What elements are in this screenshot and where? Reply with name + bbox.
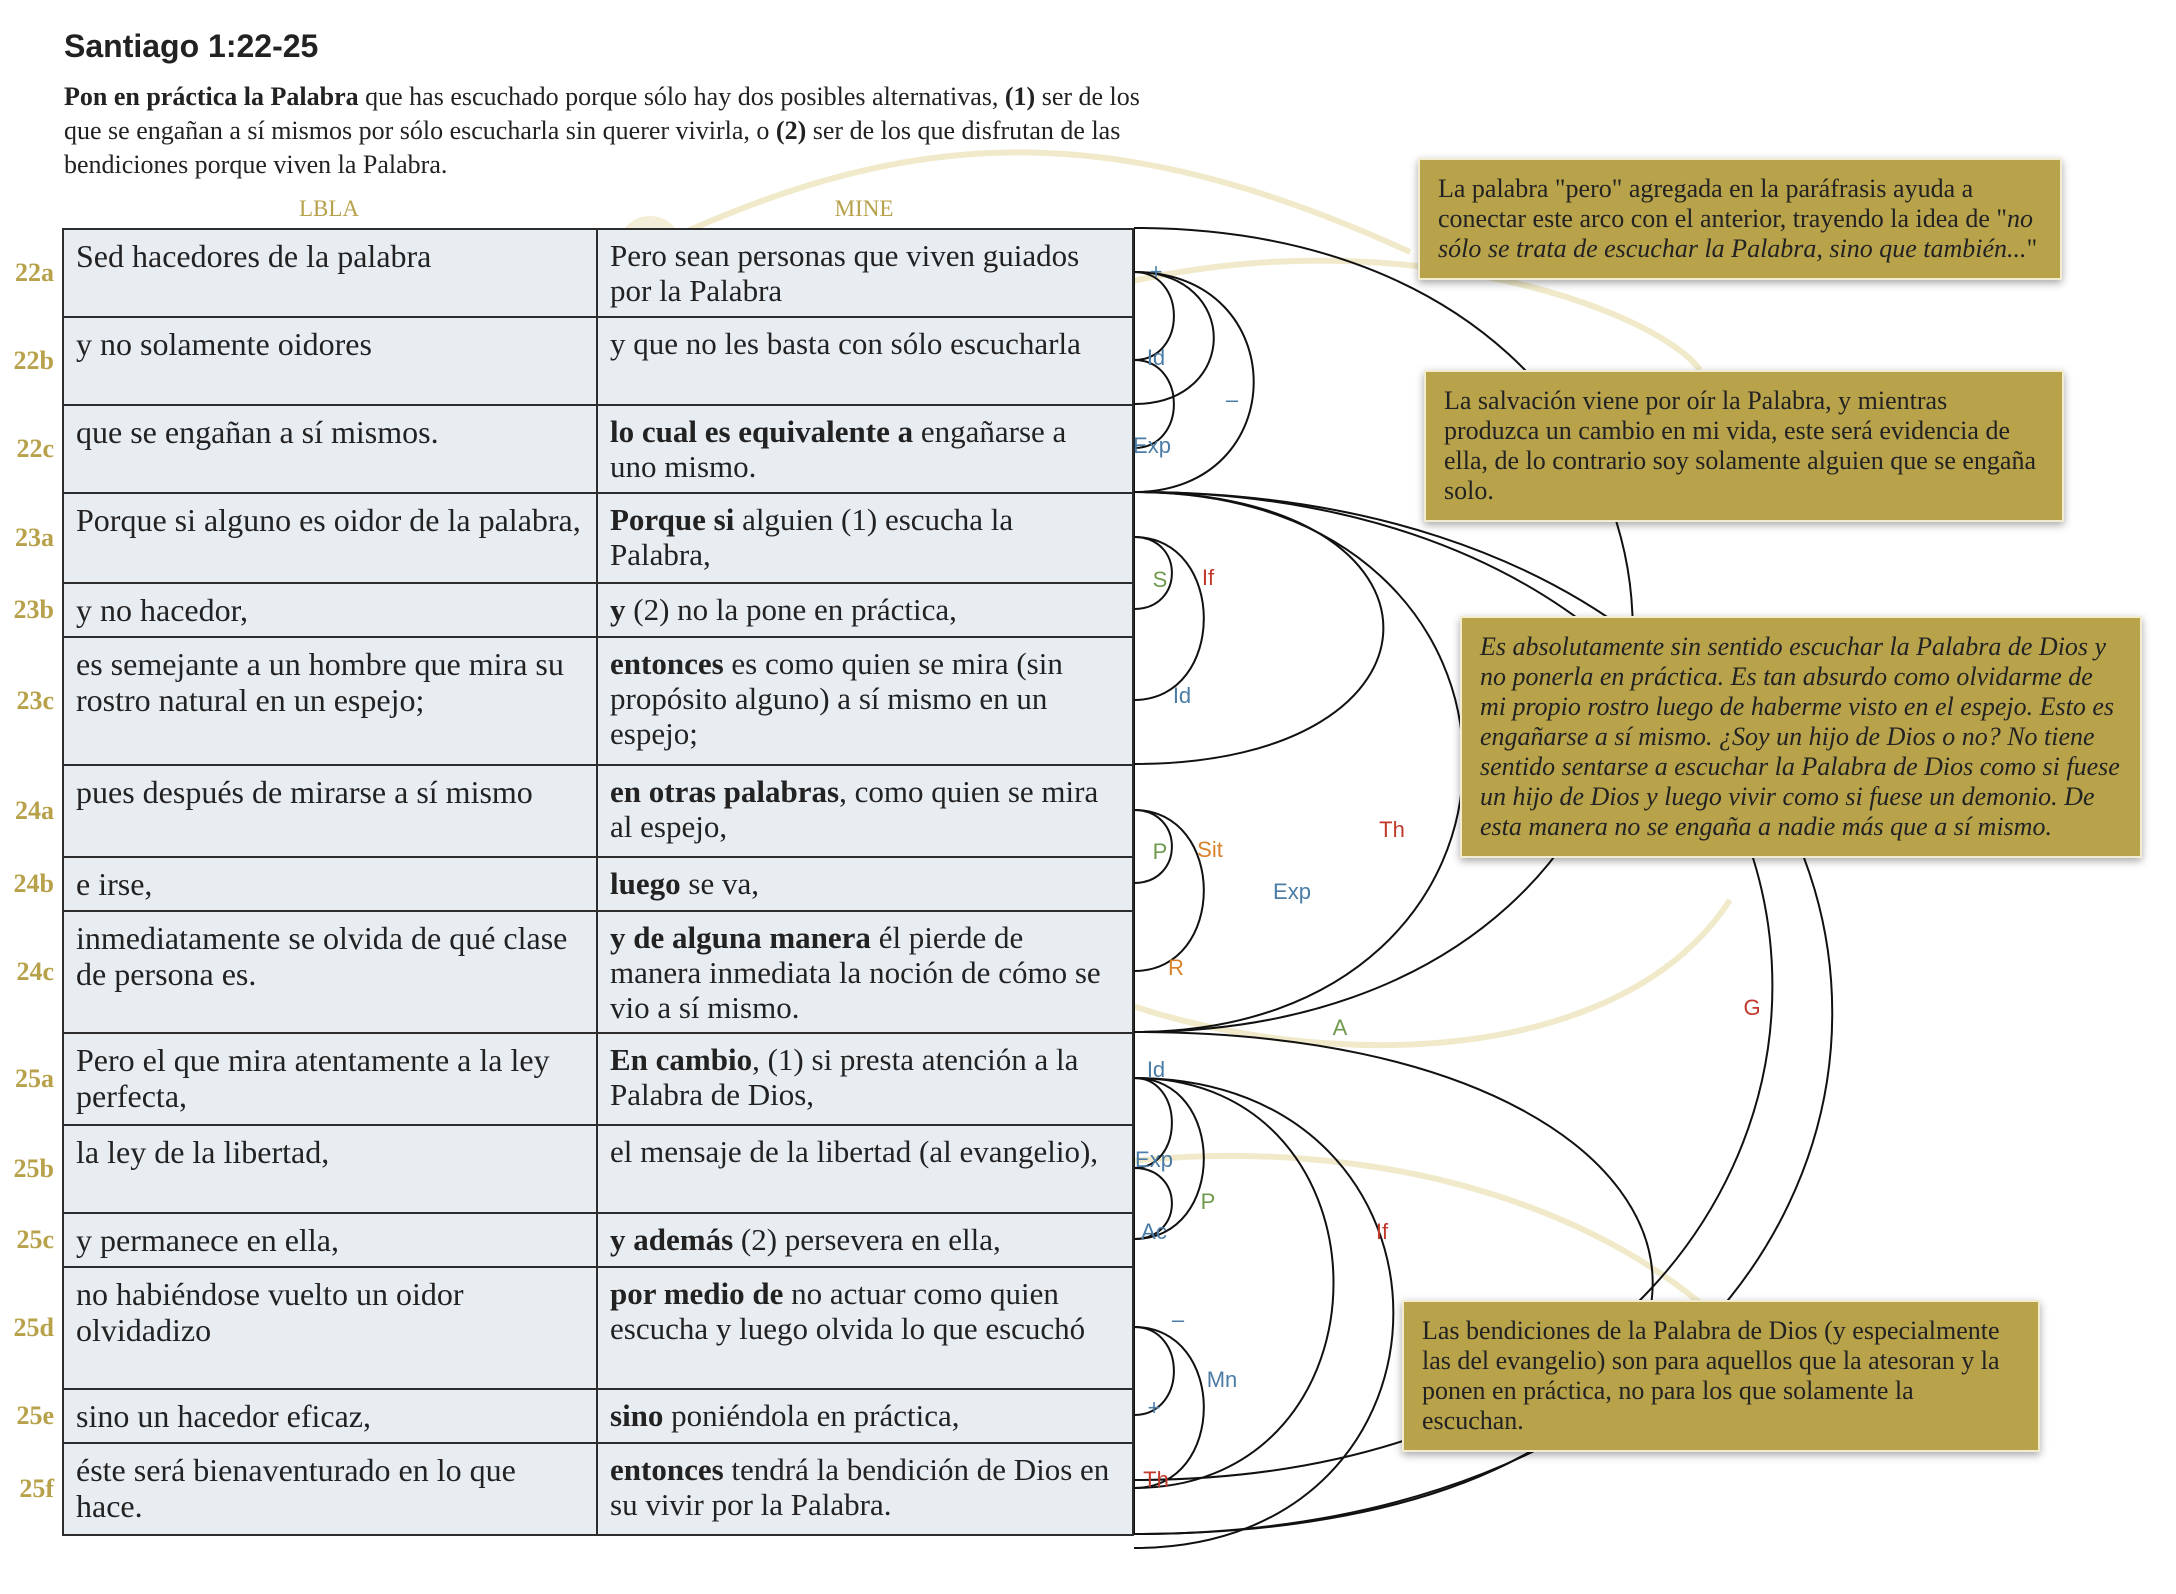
- arc-relation-label: Exp: [1273, 879, 1311, 904]
- annotation-note: [1460, 616, 2142, 858]
- lbla-cell: Porque si alguno es oidor de la palabra,: [62, 492, 598, 584]
- proposition-arc: [1134, 537, 1204, 700]
- note-text: Las bendiciones de la Palabra de Dios (y especialmente las del evangelio) son para aquellos que la atesoran y la ponen en práctica, no para los que solamente la escuchan.: [1422, 1316, 2000, 1435]
- verse-ref: 23b: [13, 595, 54, 624]
- arc-relation-label: +: [1147, 1395, 1161, 1420]
- proposition-arc: [1134, 272, 1254, 492]
- mine-bold-connector: y: [610, 592, 626, 627]
- note-text: La palabra "pero" agregada en la paráfrasis ayuda a conectar este arco con el anterior, trayendo la idea de ": [1438, 174, 2007, 233]
- annotation-note: [1424, 370, 2064, 522]
- proposition-arc: [1134, 810, 1204, 971]
- summary-text-3: ser de los que disfrutan de las bendiciones porque viven la Palabra.: [64, 116, 1121, 179]
- mine-text: (2) persevera en ella,: [733, 1222, 1001, 1257]
- mine-text: (2) no la pone en práctica,: [625, 592, 957, 627]
- mine-cell: [596, 404, 1134, 494]
- lbla-cell: éste será bienaventurado en lo que hace.: [62, 1442, 598, 1536]
- mine-text: , como quien se mira al espejo,: [610, 774, 1099, 844]
- mine-cell: [596, 910, 1134, 1034]
- mine-bold-connector: en otras palabras: [610, 774, 840, 809]
- arc-relation-label: S: [1152, 567, 1168, 592]
- arc-relation-label: –: [1171, 1307, 1185, 1332]
- mine-text: , (1) si presta atención a la Palabra de Dios,: [610, 1042, 1079, 1112]
- mine-bold-connector: lo cual es equivalente a: [610, 414, 914, 449]
- verse-ref: 25b: [13, 1154, 54, 1183]
- proposition-arc: [1134, 272, 1214, 404]
- mine-text: él pierde de manera inmediata la noción de cómo se vio a sí mismo.: [610, 920, 1101, 1025]
- mine-cell: [596, 582, 1134, 638]
- arc-relation-label: Th: [1143, 1467, 1169, 1492]
- column-header-lbla: LBLA: [298, 196, 360, 221]
- verse-ref: 23c: [16, 686, 54, 715]
- mine-text: alguien (1) escucha la Palabra,: [610, 502, 1014, 572]
- mine-text: es como quien se mira (sin propósito alguno) a sí mismo en un espejo;: [610, 646, 1063, 751]
- note-text: La salvación viene por oír la Palabra, y mientras produzca un cambio en mi vida, este será evidencia de ella, de lo contrario soy solamente alguien que se engaña solo.: [1444, 386, 2037, 505]
- arc-relation-label: +: [1149, 259, 1163, 284]
- verse-ref: 24a: [15, 796, 54, 825]
- mine-cell: [596, 636, 1134, 766]
- mine-cell: [596, 856, 1134, 912]
- proposition-arc: [1134, 1078, 1334, 1488]
- verse-ref: 25d: [13, 1313, 54, 1342]
- annotation-note: [1418, 158, 2062, 280]
- mine-bold-connector: entonces: [610, 1452, 724, 1487]
- lbla-cell: y no hacedor,: [62, 582, 598, 638]
- verse-ref: 22b: [13, 346, 54, 375]
- arc-relation-label: Ac: [1141, 1219, 1167, 1244]
- arc-relation-label: Exp: [1133, 433, 1171, 458]
- arc-relation-label: Mn: [1206, 1367, 1238, 1392]
- page-title: Santiago 1:22-25: [64, 28, 319, 64]
- summary-bold-3: (2): [775, 116, 807, 145]
- arc-relation-label: R: [1168, 955, 1184, 980]
- mine-cell: [596, 1388, 1134, 1444]
- lbla-cell: pues después de mirarse a sí mismo: [62, 764, 598, 858]
- arc-relation-label: If: [1375, 1219, 1389, 1244]
- lbla-cell: es semejante a un hombre que mira su rostro natural en un espejo;: [62, 636, 598, 766]
- mine-text: tendrá la bendición de Dios en su vivir por la Palabra.: [610, 1452, 1110, 1522]
- mine-bold-connector: y además: [610, 1222, 734, 1257]
- mine-cell: [596, 1032, 1134, 1126]
- mine-bold-connector: entonces: [610, 646, 724, 681]
- summary-text-1: que has escuchado porque sólo hay dos posibles alternativas,: [358, 82, 1005, 111]
- summary-bold-1: Pon en práctica la Palabra: [64, 82, 359, 111]
- mine-bold-connector: y de alguna manera: [610, 920, 871, 955]
- lbla-cell: e irse,: [62, 856, 598, 912]
- mine-cell: [596, 1124, 1134, 1214]
- mine-bold-connector: Porque si: [610, 502, 735, 537]
- arc-relation-label: Id: [1146, 345, 1166, 370]
- note-text: Es absolutamente sin sentido escuchar la Palabra de Dios y no ponerla en práctica. Es tan absurdo como olvidarme de mi propio rostro luego de haberme visto en el espejo. Esto es engañarse a sí mismo. ¿Soy un hijo de Dios o no? No tiene sentido sentarse a escuchar la Palabra de Dios como si fuese un hijo de Dios y luego vivir como si fuese un demonio. De esta manera no se engaña a nadie más que a sí mismo.: [1480, 632, 2120, 841]
- column-header-mine: MINE: [834, 196, 894, 221]
- note-text: ": [2026, 234, 2038, 263]
- lbla-cell: sino un hacedor eficaz,: [62, 1388, 598, 1444]
- mine-text: el mensaje de la libertad (al evangelio),: [610, 1134, 1099, 1169]
- lbla-cell: la ley de la libertad,: [62, 1124, 598, 1214]
- verse-ref: 25a: [15, 1064, 54, 1093]
- verse-ref: 24b: [13, 869, 54, 898]
- mine-cell: [596, 1212, 1134, 1268]
- mine-text: no actuar como quien escucha y luego olvida lo que escuchó: [610, 1276, 1086, 1346]
- arc-relation-label: Sit: [1197, 837, 1223, 862]
- mine-cell: [596, 228, 1134, 318]
- verse-ref: 25f: [19, 1474, 54, 1503]
- mine-bold-connector: En cambio: [610, 1042, 753, 1077]
- verse-ref: 24c: [16, 957, 54, 986]
- summary-bold-2: (1): [1004, 82, 1036, 111]
- arc-relation-label: Exp: [1135, 1147, 1173, 1172]
- verse-ref: 22a: [15, 258, 54, 287]
- annotation-note: [1402, 1300, 2040, 1452]
- mine-cell: [596, 316, 1134, 406]
- mine-cell: [596, 764, 1134, 858]
- lbla-cell: Sed hacedores de la palabra: [62, 228, 598, 318]
- mine-text: poniéndola en práctica,: [663, 1398, 960, 1433]
- mine-text: se va,: [680, 866, 759, 901]
- mine-cell: [596, 492, 1134, 584]
- lbla-cell: inmediatamente se olvida de qué clase de persona es.: [62, 910, 598, 1034]
- arc-relation-label: A: [1332, 1015, 1348, 1040]
- arc-relation-label: Th: [1379, 817, 1405, 842]
- verse-ref: 23a: [15, 523, 54, 552]
- mine-bold-connector: sino: [610, 1398, 664, 1433]
- arc-relation-label: G: [1743, 995, 1761, 1020]
- mine-text: y que no les basta con sólo escucharla: [610, 326, 1081, 361]
- verse-ref: 22c: [16, 434, 54, 463]
- mine-bold-connector: luego: [610, 866, 681, 901]
- mine-cell: [596, 1266, 1134, 1390]
- verse-ref: 25c: [16, 1225, 54, 1254]
- mine-bold-connector: por medio de: [610, 1276, 784, 1311]
- verse-ref: 25e: [16, 1401, 54, 1430]
- note-text: no sólo se trata de escuchar la Palabra, sino que también...: [1438, 204, 2033, 263]
- summary-text-2: ser de los que se engañan a sí mismos por sólo escucharla sin querer vivirla, o: [64, 82, 1140, 145]
- mine-cell: [596, 1442, 1134, 1536]
- proposition-arc: [1134, 1327, 1204, 1488]
- arc-relation-label: If: [1201, 565, 1215, 590]
- arc-relation-label: Id: [1172, 683, 1192, 708]
- lbla-cell: y permanece en ella,: [62, 1212, 598, 1268]
- lbla-cell: Pero el que mira atentamente a la ley perfecta,: [62, 1032, 598, 1126]
- lbla-cell: y no solamente oidores: [62, 316, 598, 406]
- lbla-cell: no habiéndose vuelto un oidor olvidadizo: [62, 1266, 598, 1390]
- arc-relation-label: Id: [1146, 1057, 1166, 1082]
- arc-relation-label: –: [1225, 387, 1239, 412]
- mine-text: engañarse a uno mismo.: [610, 414, 1067, 484]
- arc-relation-label: P: [1200, 1189, 1216, 1214]
- mine-text: Pero sean personas que viven guiados por la Palabra: [610, 238, 1080, 308]
- lbla-cell: que se engañan a sí mismos.: [62, 404, 598, 494]
- proposition-arc: [1134, 492, 1383, 764]
- proposition-arc: [1134, 1032, 1653, 1534]
- arc-relation-label: P: [1152, 839, 1168, 864]
